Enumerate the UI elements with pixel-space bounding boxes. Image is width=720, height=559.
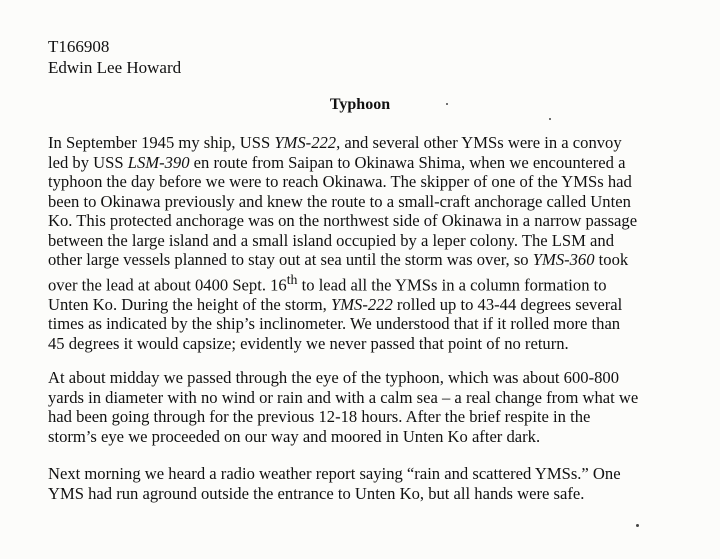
text-line: 45 degrees it would capsize; evidently we never passed that point of no return.: [48, 333, 569, 353]
text-line: yards in diameter with no wind or rain and with a calm sea – a real change from what we: [48, 387, 639, 407]
ship-name: LSM-390: [127, 152, 190, 172]
paragraph-2: [48, 368, 720, 446]
ship-name: YMS-360: [532, 250, 595, 269]
text-line: storm’s eye we proceeded on our way and moored in Unten Ko after dark.: [48, 426, 541, 446]
document-title: Typhoon: [329, 96, 391, 113]
text-line: In September 1945 my ship, USS YMS-222, and several other YMSs were in a convoy: [48, 133, 622, 152]
text-line: between the large island and a small island occupied by a leper colony. The LSM and: [48, 230, 615, 250]
text-line: other large vessels planned to stay out at sea until the storm was over, so YMS-360 took: [48, 250, 629, 269]
paragraph-3: [48, 464, 720, 503]
text-line: typhoon the day before we were to reach Okinawa. The skipper of one of the YMSs had: [48, 172, 632, 191]
scan-speck: [636, 524, 639, 527]
text-line: led by USS LSM-390 en route from Saipan to Okinawa Shima, when we encountered a: [48, 152, 626, 172]
text-line: Ko. This protected anchorage was on the northwest side of Okinawa in a narrow passage: [48, 211, 638, 230]
document-id: T166908: [48, 37, 110, 56]
text-line: times as indicated by the ship’s inclinometer. We understood that if it rolled more than: [48, 314, 621, 334]
text-line: At about midday we passed through the eye of the typhoon, which was about 600-800: [48, 368, 619, 387]
ship-name: YMS-222: [330, 294, 393, 314]
scan-speck: [446, 103, 448, 105]
scan-speck: [549, 118, 551, 120]
text-line: been to Okinawa previously and knew the route to a small-craft anchorage called Unten: [48, 191, 631, 211]
text-line: had been going through for the previous 12-18 hours. After the brief respite in the: [48, 407, 591, 426]
paragraph-1: [48, 133, 720, 353]
text-line: Unten Ko. During the height of the storm, YMS-222 rolled up to 43-44 degrees several: [48, 294, 623, 314]
document-header: [48, 36, 181, 78]
ordinal-suffix: th: [286, 271, 298, 287]
author-name: Edwin Lee Howard: [48, 58, 182, 77]
text-line: YMS had run aground outside the entrance to Unten Ko, but all hands were safe.: [48, 483, 585, 503]
text-line: Next morning we heard a radio weather report saying “rain and scattered YMSs.” One: [48, 464, 621, 483]
text-line: over the lead at about 0400 Sept. 16th to lead all the YMSs in a column formation to: [48, 271, 607, 295]
ship-name: YMS-222: [274, 133, 337, 152]
